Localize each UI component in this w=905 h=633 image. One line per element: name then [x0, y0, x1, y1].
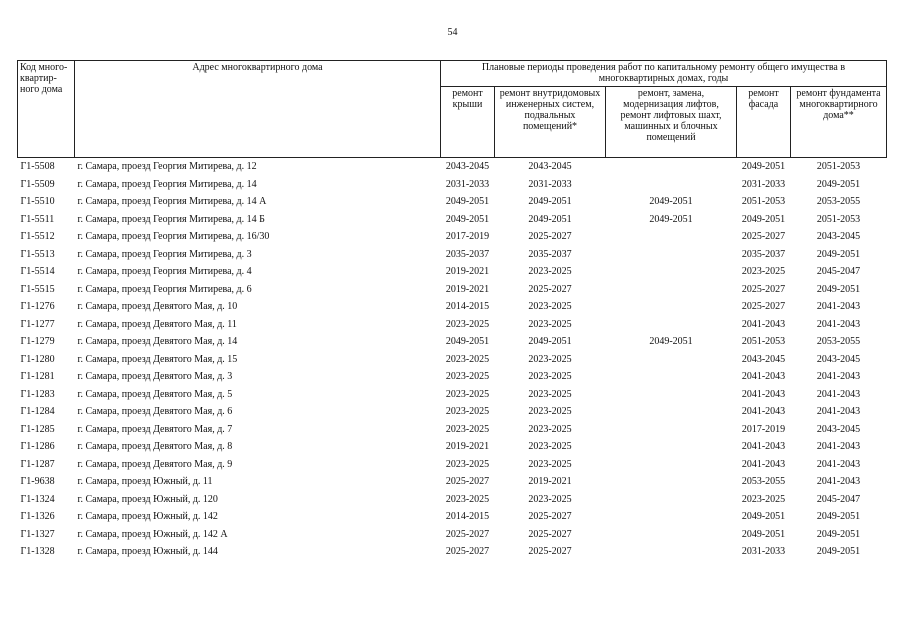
- cell-systems: 2025-2027: [528, 511, 572, 523]
- cell-lifts: [606, 473, 737, 491]
- cell-address: г. Самара, проезд Южный, д. 144: [77, 546, 218, 558]
- cell-roof: 2019-2021: [445, 266, 490, 278]
- cell-systems: 2023-2025: [528, 266, 572, 278]
- cell-facade: 2031-2033: [741, 178, 786, 190]
- cell-lifts: [606, 543, 737, 561]
- cell-foundation: 2041-2043: [816, 441, 861, 453]
- header-foundation: ремонт фундамента многоквартирного дома**: [791, 86, 887, 157]
- table-row: [18, 456, 887, 474]
- cell-address: г. Самара, проезд Южный, д. 11: [77, 476, 213, 488]
- table-row: [18, 386, 887, 404]
- cell-code: Г1-5514: [20, 266, 55, 278]
- cell-foundation: 2053-2055: [816, 336, 861, 348]
- cell-roof: 2049-2051: [445, 213, 490, 225]
- cell-foundation: 2041-2043: [816, 318, 861, 330]
- cell-roof: 2023-2025: [445, 388, 490, 400]
- cell-systems: 2031-2033: [528, 178, 572, 190]
- cell-code: Г1-1284: [20, 406, 55, 418]
- cell-code: Г1-1279: [20, 336, 55, 348]
- cell-lifts: [606, 403, 737, 421]
- cell-roof: 2014-2015: [445, 511, 490, 523]
- cell-facade: 2051-2053: [741, 336, 786, 348]
- table-row: [18, 298, 887, 316]
- cell-address: г. Самара, проезд Георгия Митирева, д. 16/30: [77, 231, 270, 243]
- cell-systems: 2023-2025: [528, 406, 572, 418]
- cell-lifts: 2049-2051: [649, 213, 693, 225]
- cell-address: г. Самара, проезд Георгия Митирева, д. 6: [77, 283, 252, 295]
- cell-address: г. Самара, проезд Южный, д. 120: [77, 493, 218, 505]
- cell-systems: 2025-2027: [528, 528, 572, 540]
- cell-roof: 2023-2025: [445, 353, 490, 365]
- cell-roof: 2023-2025: [445, 318, 490, 330]
- table-row: [18, 473, 887, 491]
- table-row: [18, 351, 887, 369]
- cell-roof: 2017-2019: [445, 231, 490, 243]
- cell-lifts: [606, 246, 737, 264]
- cell-code: Г1-1283: [20, 388, 55, 400]
- cell-systems: 2023-2025: [528, 423, 572, 435]
- cell-code: Г1-1276: [20, 301, 55, 313]
- cell-address: г. Самара, проезд Девятого Мая, д. 3: [77, 371, 233, 383]
- cell-facade: 2041-2043: [741, 318, 786, 330]
- cell-systems: 2023-2025: [528, 353, 572, 365]
- cell-facade: 2031-2033: [741, 546, 786, 558]
- cell-code: Г1-1277: [20, 318, 55, 330]
- table-row: [18, 246, 887, 264]
- cell-foundation: 2045-2047: [816, 493, 861, 505]
- cell-code: Г1-1326: [20, 511, 55, 523]
- header-address: Адрес многоквартирного дома: [75, 61, 441, 158]
- cell-systems: 2023-2025: [528, 371, 572, 383]
- cell-foundation: 2041-2043: [816, 371, 861, 383]
- cell-address: г. Самара, проезд Девятого Мая, д. 9: [77, 458, 233, 470]
- cell-foundation: 2045-2047: [816, 266, 861, 278]
- cell-facade: 2053-2055: [741, 476, 786, 488]
- cell-roof: 2014-2015: [445, 301, 490, 313]
- table-row: [18, 543, 887, 561]
- cell-foundation: 2053-2055: [816, 196, 861, 208]
- cell-address: г. Самара, проезд Южный, д. 142 А: [77, 528, 228, 540]
- cell-systems: 2025-2027: [528, 283, 572, 295]
- cell-facade: 2049-2051: [741, 511, 786, 523]
- table-body: [18, 158, 887, 561]
- header-periods: Плановые периоды проведения работ по капитальному ремонту общего имущества в многоквартирных домах, годы: [441, 61, 887, 87]
- cell-systems: 2023-2025: [528, 388, 572, 400]
- cell-foundation: 2049-2051: [816, 511, 861, 523]
- table-row: [18, 176, 887, 194]
- cell-code: Г1-5511: [20, 213, 55, 225]
- cell-facade: 2049-2051: [741, 528, 786, 540]
- cell-facade: 2041-2043: [741, 406, 786, 418]
- table-row: [18, 438, 887, 456]
- cell-facade: 2041-2043: [741, 371, 786, 383]
- cell-lifts: [606, 281, 737, 299]
- cell-systems: 2023-2025: [528, 318, 572, 330]
- table-row: [18, 316, 887, 334]
- cell-facade: 2041-2043: [741, 441, 786, 453]
- cell-facade: 2049-2051: [737, 158, 791, 176]
- table-row: [18, 333, 887, 351]
- cell-systems: 2035-2037: [528, 248, 572, 260]
- cell-systems: 2049-2051: [528, 196, 572, 208]
- cell-lifts: [606, 158, 737, 176]
- cell-foundation: 2051-2053: [791, 158, 887, 176]
- cell-systems: 2023-2025: [528, 493, 572, 505]
- header-roof: ремонт крыши: [441, 86, 495, 157]
- cell-lifts: [606, 421, 737, 439]
- table-row: [18, 263, 887, 281]
- cell-foundation: 2049-2051: [816, 283, 861, 295]
- cell-foundation: 2049-2051: [816, 248, 861, 260]
- cell-roof: 2043-2045: [441, 158, 495, 176]
- cell-systems: 2025-2027: [528, 546, 572, 558]
- cell-foundation: 2051-2053: [816, 213, 861, 225]
- cell-systems: 2023-2025: [528, 458, 572, 470]
- cell-address: г. Самара, проезд Девятого Мая, д. 7: [77, 423, 233, 435]
- cell-systems: 2019-2021: [528, 476, 572, 488]
- cell-facade: 2023-2025: [741, 266, 786, 278]
- cell-address: г. Самара, проезд Девятого Мая, д. 10: [77, 301, 238, 313]
- cell-roof: 2035-2037: [445, 248, 490, 260]
- cell-address: г. Самара, проезд Георгия Митирева, д. 14 Б: [77, 213, 265, 225]
- cell-address: г. Самара, проезд Девятого Мая, д. 5: [77, 388, 233, 400]
- cell-foundation: 2041-2043: [816, 458, 861, 470]
- cell-code: Г1-1281: [20, 371, 55, 383]
- cell-lifts: [606, 368, 737, 386]
- cell-facade: 2025-2027: [741, 231, 786, 243]
- cell-systems: 2049-2051: [528, 213, 572, 225]
- header-systems: ремонт внутридомовых инженерных систем, подвальных помещений*: [495, 86, 606, 157]
- cell-lifts: [606, 386, 737, 404]
- table-row: [18, 193, 887, 211]
- cell-facade: 2025-2027: [741, 283, 786, 295]
- page-number: 54: [447, 27, 458, 38]
- cell-code: Г1-5515: [20, 283, 55, 295]
- cell-systems: 2043-2045: [495, 158, 606, 176]
- cell-foundation: 2041-2043: [816, 476, 861, 488]
- cell-roof: 2019-2021: [445, 441, 490, 453]
- cell-foundation: 2043-2045: [816, 423, 861, 435]
- cell-lifts: [606, 526, 737, 544]
- header-lifts: ремонт, замена, модернизация лифтов, ремонт лифтовых шахт, машинных и блочных помещений: [606, 86, 737, 157]
- cell-code: Г1-1285: [20, 423, 55, 435]
- cell-address: г. Самара, проезд Девятого Мая, д. 8: [77, 441, 233, 453]
- cell-address: г. Самара, проезд Георгия Митирева, д. 4: [77, 266, 252, 278]
- cell-facade: 2041-2043: [741, 458, 786, 470]
- cell-lifts: [606, 508, 737, 526]
- cell-lifts: [606, 438, 737, 456]
- cell-roof: 2025-2027: [445, 528, 490, 540]
- cell-code: Г1-5513: [20, 248, 55, 260]
- cell-foundation: 2041-2043: [816, 388, 861, 400]
- cell-lifts: 2049-2051: [649, 336, 693, 348]
- cell-lifts: [606, 316, 737, 334]
- cell-code: Г1-1280: [20, 353, 55, 365]
- cell-code: Г1-1327: [20, 528, 55, 540]
- cell-roof: 2023-2025: [445, 458, 490, 470]
- cell-facade: 2017-2019: [741, 423, 786, 435]
- cell-foundation: 2041-2043: [816, 406, 861, 418]
- cell-lifts: [606, 228, 737, 246]
- table-row: [18, 491, 887, 509]
- cell-facade: 2051-2053: [741, 196, 786, 208]
- table-row: [18, 228, 887, 246]
- cell-facade: 2041-2043: [741, 388, 786, 400]
- cell-roof: 2049-2051: [445, 196, 490, 208]
- cell-address: г. Самара, проезд Девятого Мая, д. 14: [77, 336, 238, 348]
- cell-code: Г1-1324: [20, 493, 55, 505]
- cell-code: Г1-5510: [20, 196, 55, 208]
- cell-facade: 2035-2037: [741, 248, 786, 260]
- cell-roof: 2023-2025: [445, 493, 490, 505]
- cell-roof: 2023-2025: [445, 406, 490, 418]
- cell-systems: 2023-2025: [528, 441, 572, 453]
- cell-lifts: 2049-2051: [649, 196, 693, 208]
- cell-foundation: 2049-2051: [816, 546, 861, 558]
- cell-foundation: 2049-2051: [816, 178, 861, 190]
- cell-code: Г1-1328: [20, 546, 55, 558]
- table-row: [18, 421, 887, 439]
- cell-code: Г1-5509: [20, 178, 55, 190]
- cell-roof: 2031-2033: [445, 178, 490, 190]
- cell-code: Г1-1286: [20, 441, 55, 453]
- cell-roof: 2023-2025: [445, 371, 490, 383]
- cell-lifts: [606, 263, 737, 281]
- cell-code: Г1-9638: [20, 476, 55, 488]
- cell-roof: 2025-2027: [445, 476, 490, 488]
- cell-address: г. Самара, проезд Девятого Мая, д. 11: [77, 318, 237, 330]
- cell-facade: 2025-2027: [741, 301, 786, 313]
- cell-address: г. Самара, проезд Девятого Мая, д. 6: [77, 406, 233, 418]
- cell-lifts: [606, 298, 737, 316]
- cell-foundation: 2043-2045: [816, 353, 861, 365]
- cell-facade: 2023-2025: [741, 493, 786, 505]
- table-header: [18, 61, 887, 158]
- cell-lifts: [606, 491, 737, 509]
- cell-roof: 2019-2021: [445, 283, 490, 295]
- cell-lifts: [606, 351, 737, 369]
- header-code: Код много-квартир-ного дома: [18, 61, 75, 158]
- cell-foundation: 2041-2043: [816, 301, 861, 313]
- cell-foundation: 2049-2051: [816, 528, 861, 540]
- cell-code: Г1-5512: [20, 231, 55, 243]
- header-facade: ремонт фасада: [737, 86, 791, 157]
- cell-systems: 2025-2027: [528, 231, 572, 243]
- cell-address: г. Самара, проезд Южный, д. 142: [77, 511, 218, 523]
- cell-lifts: [606, 456, 737, 474]
- table-row: [18, 526, 887, 544]
- cell-roof: 2025-2027: [445, 546, 490, 558]
- cell-foundation: 2043-2045: [816, 231, 861, 243]
- cell-facade: 2043-2045: [741, 353, 786, 365]
- table-row: [18, 508, 887, 526]
- cell-code: Г1-5508: [18, 158, 75, 176]
- cell-roof: 2023-2025: [445, 423, 490, 435]
- cell-address: г. Самара, проезд Георгия Митирева, д. 14: [77, 178, 257, 190]
- cell-address: г. Самара, проезд Георгия Митирева, д. 12: [75, 158, 441, 176]
- cell-facade: 2049-2051: [741, 213, 786, 225]
- table-row: [18, 211, 887, 229]
- table-row: [18, 281, 887, 299]
- cell-systems: 2049-2051: [528, 336, 572, 348]
- cell-lifts: [606, 176, 737, 194]
- capital-repair-table: [17, 60, 887, 561]
- cell-address: г. Самара, проезд Георгия Митирева, д. 3: [77, 248, 252, 260]
- cell-address: г. Самара, проезд Девятого Мая, д. 15: [77, 353, 238, 365]
- cell-code: Г1-1287: [20, 458, 55, 470]
- table-row: [18, 158, 887, 176]
- cell-address: г. Самара, проезд Георгия Митирева, д. 14 А: [77, 196, 267, 208]
- cell-roof: 2049-2051: [445, 336, 490, 348]
- table-row: [18, 368, 887, 386]
- cell-systems: 2023-2025: [528, 301, 572, 313]
- table-row: [18, 403, 887, 421]
